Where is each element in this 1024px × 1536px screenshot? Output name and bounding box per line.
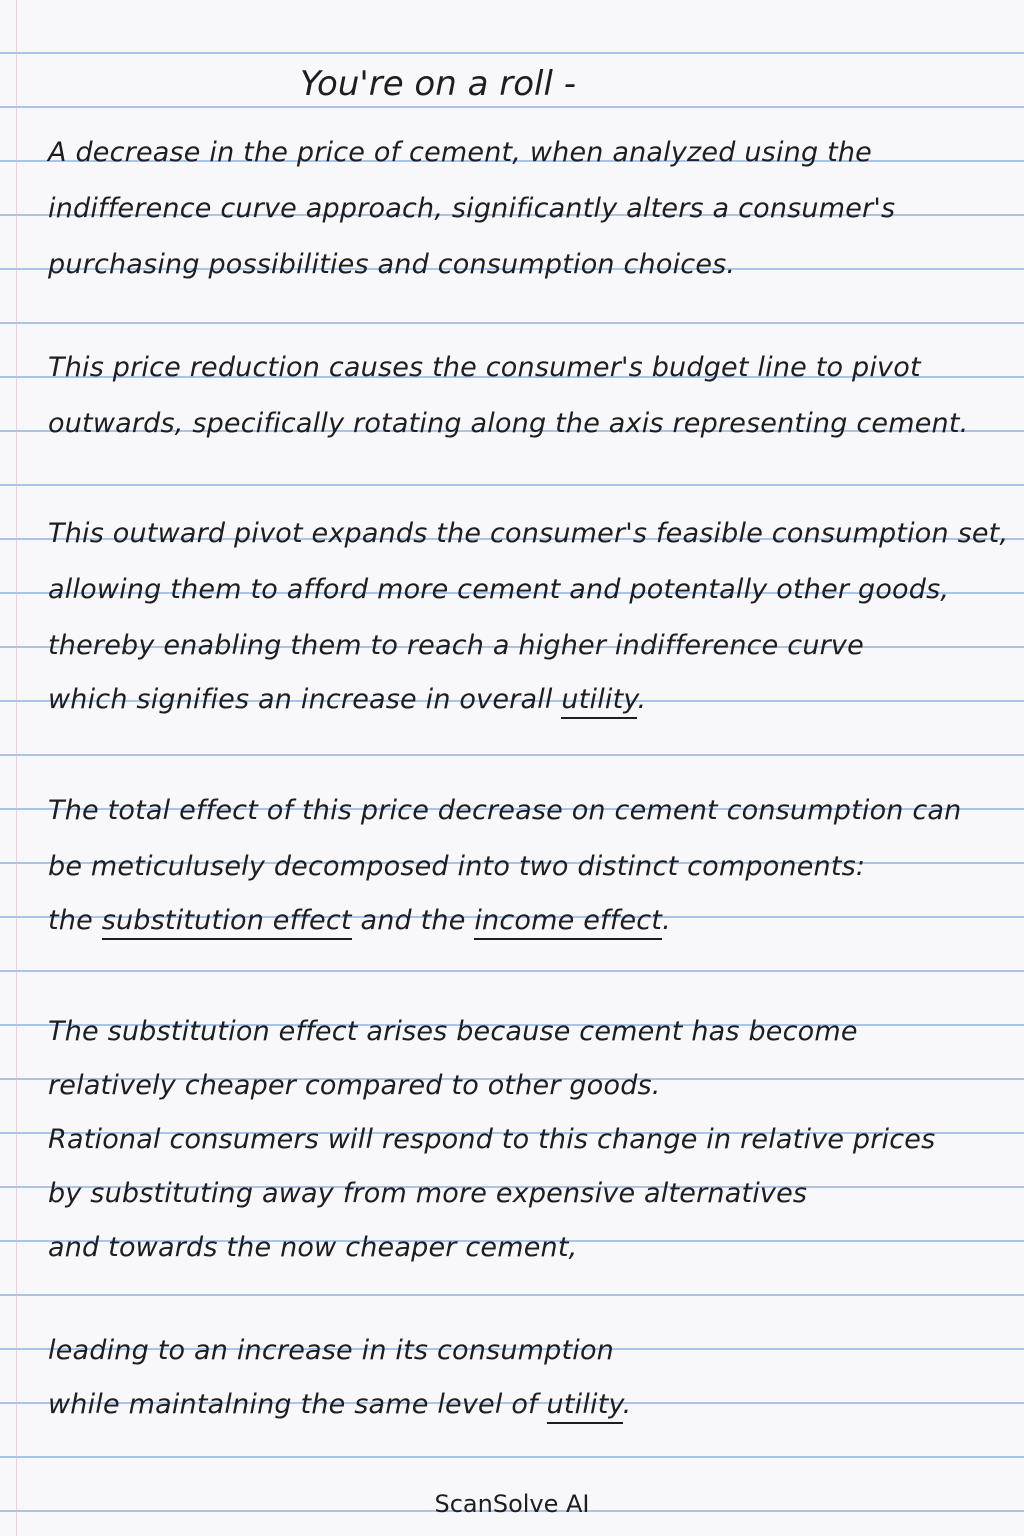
punctuation: . [662, 905, 671, 936]
text-line: outwards, specifically rotating along the axis representing cement. [48, 408, 969, 439]
underlined-term-utility: utility [561, 684, 637, 719]
text-line: and towards the now cheaper cement, [48, 1232, 578, 1263]
text-line: relatively cheaper compared to other goods. [48, 1070, 661, 1101]
text-line: be meticulusely decomposed into two distinct components: [48, 851, 866, 882]
underlined-term-income-effect: income effect [474, 905, 662, 940]
text-line: allowing them to afford more cement and potentally other goods, [48, 574, 950, 605]
punctuation: . [622, 1389, 632, 1420]
text-line: A decrease in the price of cement, when analyzed using the [48, 137, 872, 168]
text-line: leading to an increase in its consumption [48, 1335, 614, 1366]
text-line: indifference curve approach, significantly alters a consumer's [48, 193, 896, 224]
margin-rule [16, 0, 17, 1536]
underlined-term-utility: utility [547, 1389, 623, 1424]
text-line: The substitution effect arises because cement has become [48, 1016, 858, 1047]
footer-brand: ScanSolve AI [434, 1490, 590, 1518]
text-segment: while maintalning the same level of [48, 1389, 538, 1420]
text-segment: and the [360, 905, 466, 936]
text-line [48, 684, 646, 715]
page-title: You're on a roll - [300, 64, 576, 104]
text-line: Rational consumers will respond to this change in relative prices [48, 1124, 936, 1155]
text-line [48, 1389, 631, 1420]
text-line: This price reduction causes the consumer's budget line to pivot [48, 352, 921, 383]
text-segment: the [48, 905, 93, 936]
text-line: purchasing possibilities and consumption choices. [48, 249, 736, 280]
text-line: thereby enabling them to reach a higher indifference curve [48, 630, 864, 661]
text-line: This outward pivot expands the consumer's feasible consumption set, [48, 518, 1009, 549]
text-line [48, 905, 671, 936]
underlined-term-substitution-effect: substitution effect [102, 905, 352, 940]
text-line: by substituting away from more expensive alternatives [48, 1178, 808, 1209]
text-line: The total effect of this price decrease on cement consumption can [48, 795, 962, 826]
punctuation: . [637, 684, 647, 715]
text-segment: which signifies an increase in overall [48, 684, 553, 715]
